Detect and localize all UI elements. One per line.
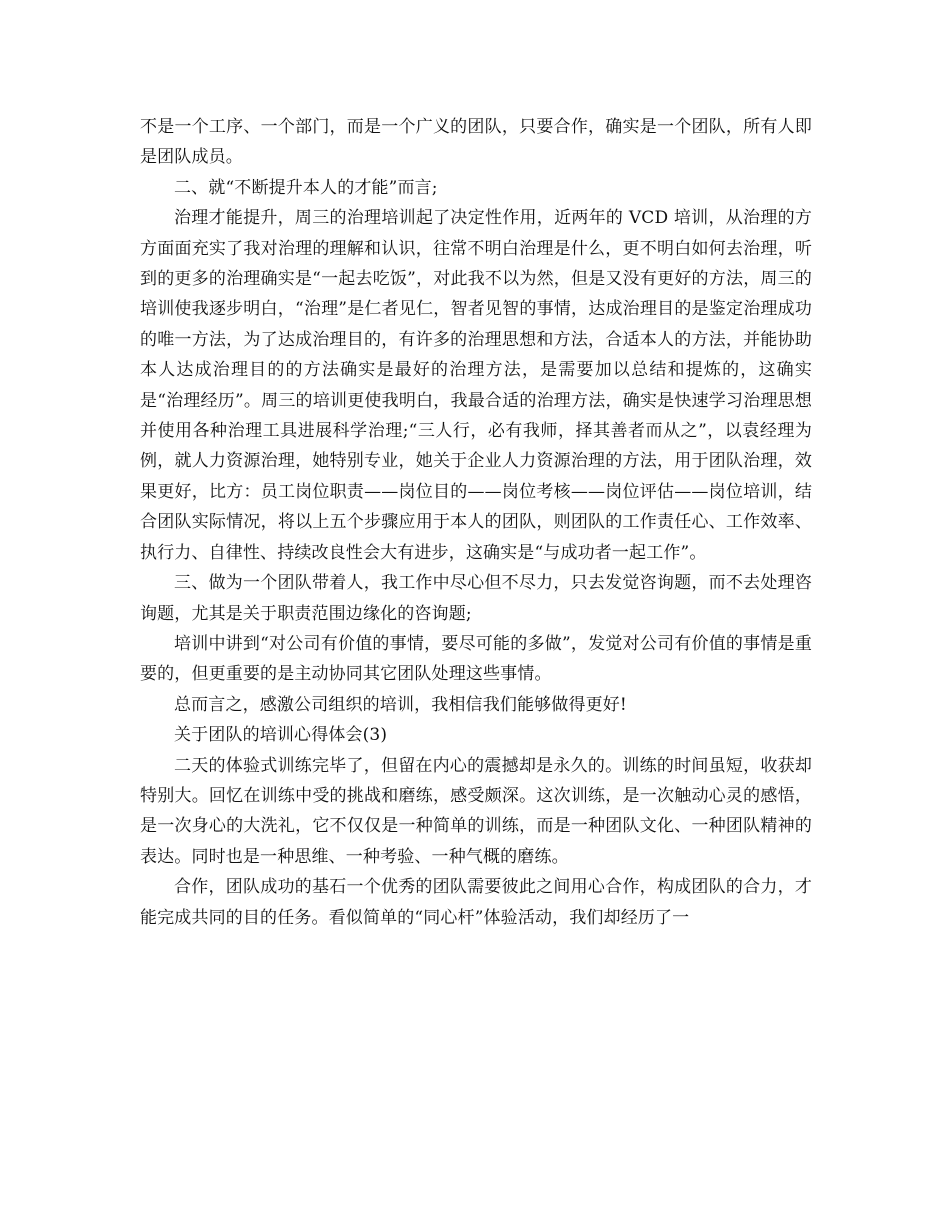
paragraph-heading-two: 二、就“不断提升本人的才能”而言; (174, 177, 438, 198)
paragraph-management-skills: 治理才能提升，周三的治理培训起了决定性作用，近两年的 VCD 培训，从治理的方方面面充实了我对治理的理解和认识，往常不明白治理是什么，更不明白如何去治理，听到的更多的治理确实是“一起去吃饭”，对此我不以为然，但是又没有更好的方法，周三的培训使我逐步明白，“治理”是仁者见仁，智者见智的事情，达成治理目的是鉴定治理成功的唯一方法，为了达成治理目的，有许多的治理思想和方法，合适本人的方法，并能协助本人达成治理目的的方法确实是最好的治理方法，是需要加以总结和提炼的，这确实是“治理经历”。周三的培训更使我明白，我最合适的治理方法，确实是快速学习治理思想并使用各种治理工具进展科学治理;“三人行，必有我师，择其善者而从之”，以袁经理为例，就人力资源治理，她特别专业，她关于企业人力资源治理的方法，用于团队治理，效果更好，比方：员工岗位职责——岗位目的——岗位考核——岗位评估——岗位培训，结合团队实际情况，将以上五个步骤应用于本人的团队，则团队的工作责任心、工作效率、执行力、自律性、持续改良性会大有进步，这确实是“与成功者一起工作”。 (140, 208, 812, 563)
paragraph-continuation: 不是一个工序、一个部门，而是一个广义的团队，只要合作，确实是一个团队，所有人即是团队成员。 (140, 117, 812, 168)
paragraph-experience: 二天的体验式训练完毕了，但留在内心的震撼却是永久的。训练的时间虽短，收获却特别大。回忆在训练中受的挑战和磨练，感受颇深。这次训练，是一次触动心灵的感悟，是一次身心的大洗礼，它不仅仅是一种简单的训练，而是一种团队文化、一种团队精神的表达。同时也是一种思维、一种考验、一种气概的磨练。 (140, 755, 812, 867)
section-title: 关于团队的培训心得体会(3) (174, 725, 388, 746)
paragraph-cooperation: 合作，团队成功的基石一个优秀的团队需要彼此之间用心合作，构成团队的合力，才能完成共同的目的任务。看似简单的“同心杆”体验活动，我们却经历了一 (140, 877, 812, 928)
document-body (140, 112, 812, 933)
paragraph-heading-three: 三、做为一个团队带着人，我工作中尽心但不尽力，只去发觉咨询题，而不去处理咨询题，尤其是关于职责范围边缘化的咨询题; (140, 573, 812, 624)
paragraph-conclusion: 总而言之，感激公司组织的培训，我相信我们能够做得更好! (174, 694, 627, 715)
paragraph-training-value: 培训中讲到“对公司有价值的事情，要尽可能的多做”，发觉对公司有价值的事情是重要的，但更重要的是主动协同其它团队处理这些事情。 (140, 633, 812, 685)
